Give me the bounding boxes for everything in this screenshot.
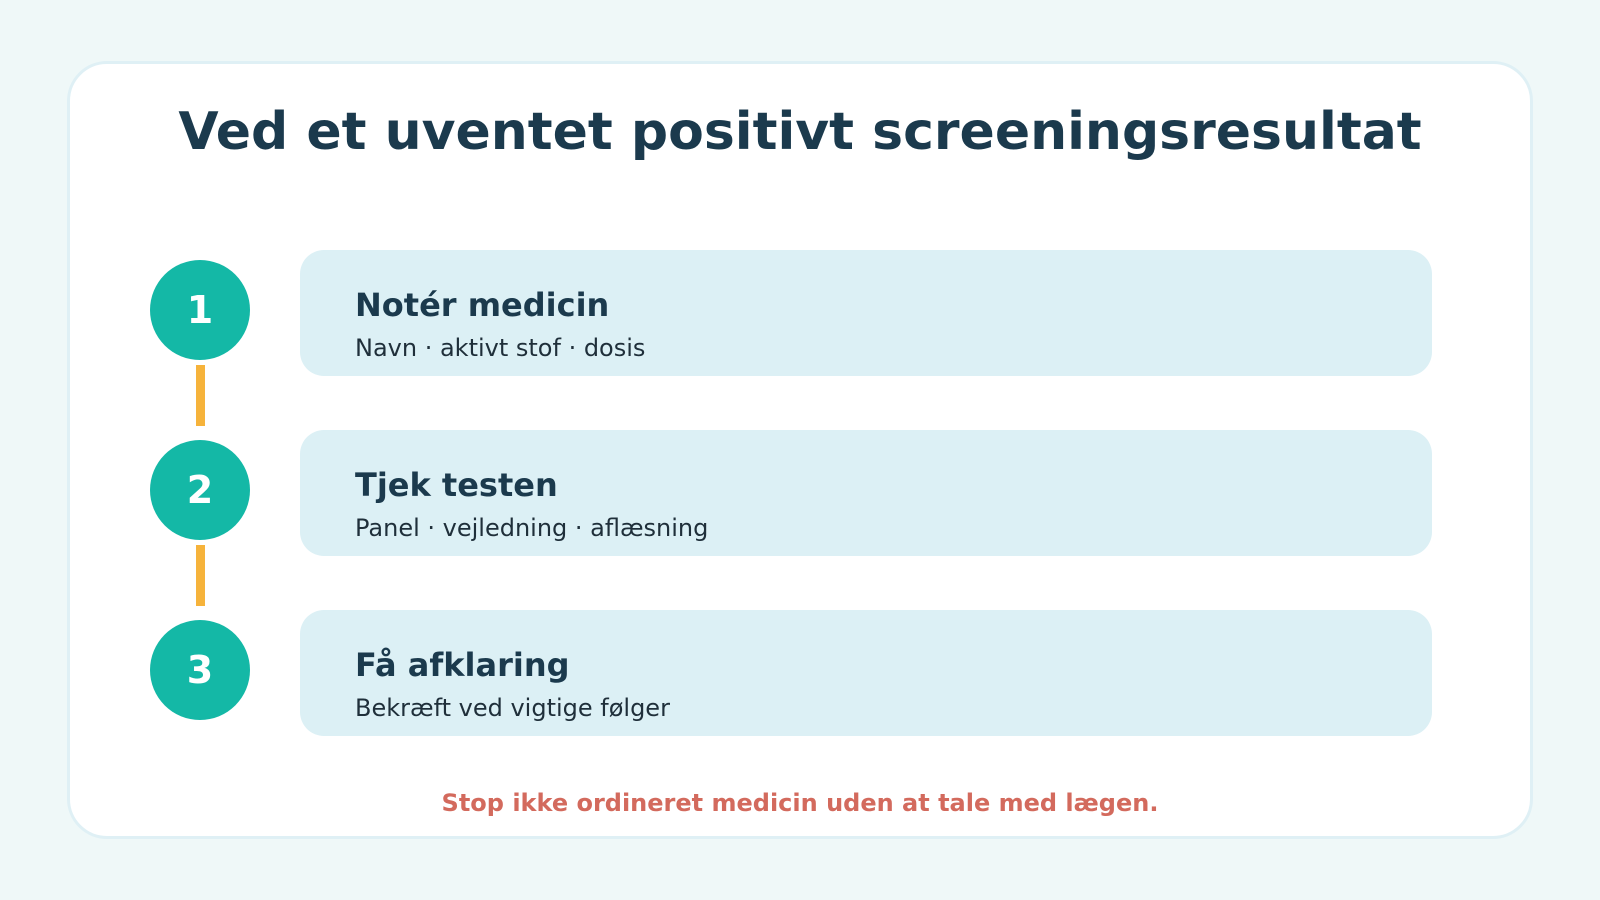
step-connector-2-3 <box>196 545 205 606</box>
page-title: Ved et uventet positivt screeningsresultat <box>178 102 1422 162</box>
step-2-description: Panel · vejledning · aflæsning <box>355 514 709 542</box>
step-3-box <box>300 610 1432 736</box>
step-connector-1-2 <box>196 365 205 426</box>
step-2-number-circle: 2 <box>150 440 250 540</box>
step-2-box <box>300 430 1432 556</box>
warning-note: Stop ikke ordineret medicin uden at tale med lægen. <box>441 789 1159 817</box>
step-3-description: Bekræft ved vigtige følger <box>355 694 670 722</box>
step-3-number-circle: 3 <box>150 620 250 720</box>
step-3-title: Få afklaring <box>355 646 570 684</box>
step-1-box <box>300 250 1432 376</box>
step-1-number-circle: 1 <box>150 260 250 360</box>
step-2-title: Tjek testen <box>355 466 558 504</box>
step-1-title: Notér medicin <box>355 286 610 324</box>
step-1-description: Navn · aktivt stof · dosis <box>355 334 646 362</box>
